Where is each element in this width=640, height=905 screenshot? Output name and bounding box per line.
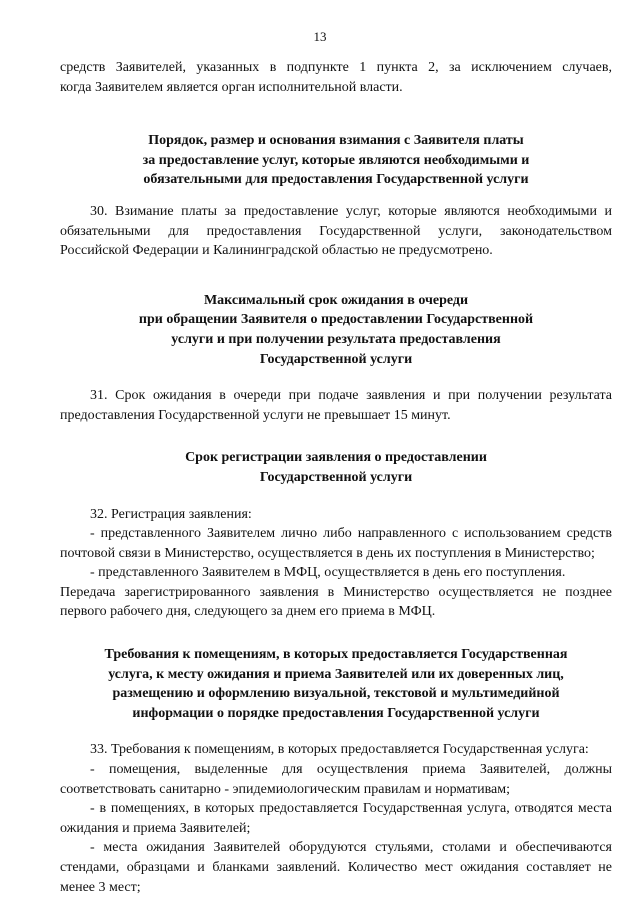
heading-line: информации о порядке предоставления Государственной услуги: [132, 705, 540, 721]
heading-line: Максимальный срок ожидания в очереди: [203, 292, 469, 308]
heading-line: при обращении Заявителя о предоставлении Государственной: [138, 312, 534, 328]
heading-line: Государственной услуги: [259, 469, 413, 485]
section-heading-fees: [60, 131, 612, 190]
heading-line: Срок регистрации заявления о предоставлении: [185, 450, 487, 466]
heading-line: размещению и оформлению визуальной, текстовой и мультимедийной: [112, 686, 560, 702]
heading-line: услуги и при получении результата предоставления: [171, 331, 501, 347]
section-heading-premises: [60, 645, 612, 723]
intro-line: средств Заявителей, указанных в подпункте 1 пункта 2, за исключением случаев,: [60, 60, 612, 75]
paragraph-33-item2: - в помещениях, в которых предоставляется Государственная услуга, отводятся места ожидания и приема Заявителей;: [60, 801, 612, 836]
intro-paragraph: [60, 58, 612, 97]
heading-line: обязательными для предоставления Государственной услуги: [143, 172, 529, 188]
intro-line: когда Заявителем является орган исполнительной власти.: [60, 79, 403, 95]
paragraph-33-item1: - помещения, выделенные для осуществления приема Заявителей, должны соответствовать санитарно - эпидемиологическим правилам и нормативам;: [60, 762, 612, 797]
heading-line: Порядок, размер и основания взимания с Заявителя платы: [148, 133, 524, 149]
paragraph-32-item1: - представленного Заявителем лично либо направленного с использованием средств почтовой связи в Министерство, осуществляется в день их поступления в Министерство;: [60, 526, 612, 561]
paragraph-33-intro: 33. Требования к помещениям, в которых предоставляется Государственная услуга:: [90, 742, 589, 758]
paragraph-33-item3: - места ожидания Заявителей оборудуются стульями, столами и обеспечиваются стендами, образцами и бланками заявлений. Количество мест ожидания составляет не менее 3 мест;: [60, 840, 612, 895]
section-heading-registration: [60, 448, 612, 487]
page-content: [60, 58, 612, 897]
heading-line: за предоставление услуг, которые являются необходимыми и: [142, 152, 530, 168]
paragraph-32-item3: Передача зарегистрированного заявления в Министерство осуществляется не позднее первого рабочего дня, следующего за днем его приема в МФЦ.: [60, 584, 612, 620]
section-heading-queue: [60, 291, 612, 369]
paragraph-32-intro: 32. Регистрация заявления:: [90, 506, 252, 522]
paragraph-32-item2: - представленного Заявителем в МФЦ, осуществляется в день его поступления.: [90, 565, 566, 581]
heading-line: услуга, к месту ожидания и приема Заявителей или их доверенных лиц,: [108, 666, 564, 682]
page-number: 13: [313, 29, 327, 44]
heading-line: Требования к помещениям, в которых предоставляется Государственная: [104, 647, 568, 663]
heading-line: Государственной услуги: [259, 351, 413, 367]
paragraph-30: 30. Взимание платы за предоставление услуг, которые являются необходимыми и обязательными для предоставления Государственной услуги, законодательством Российской Федерации и Калининградской областью не предусмотрено.: [60, 203, 612, 259]
paragraph-31: 31. Срок ожидания в очереди при подаче заявления и при получении результата предоставления Государственной услуги не превышает 15 минут.: [60, 388, 612, 423]
